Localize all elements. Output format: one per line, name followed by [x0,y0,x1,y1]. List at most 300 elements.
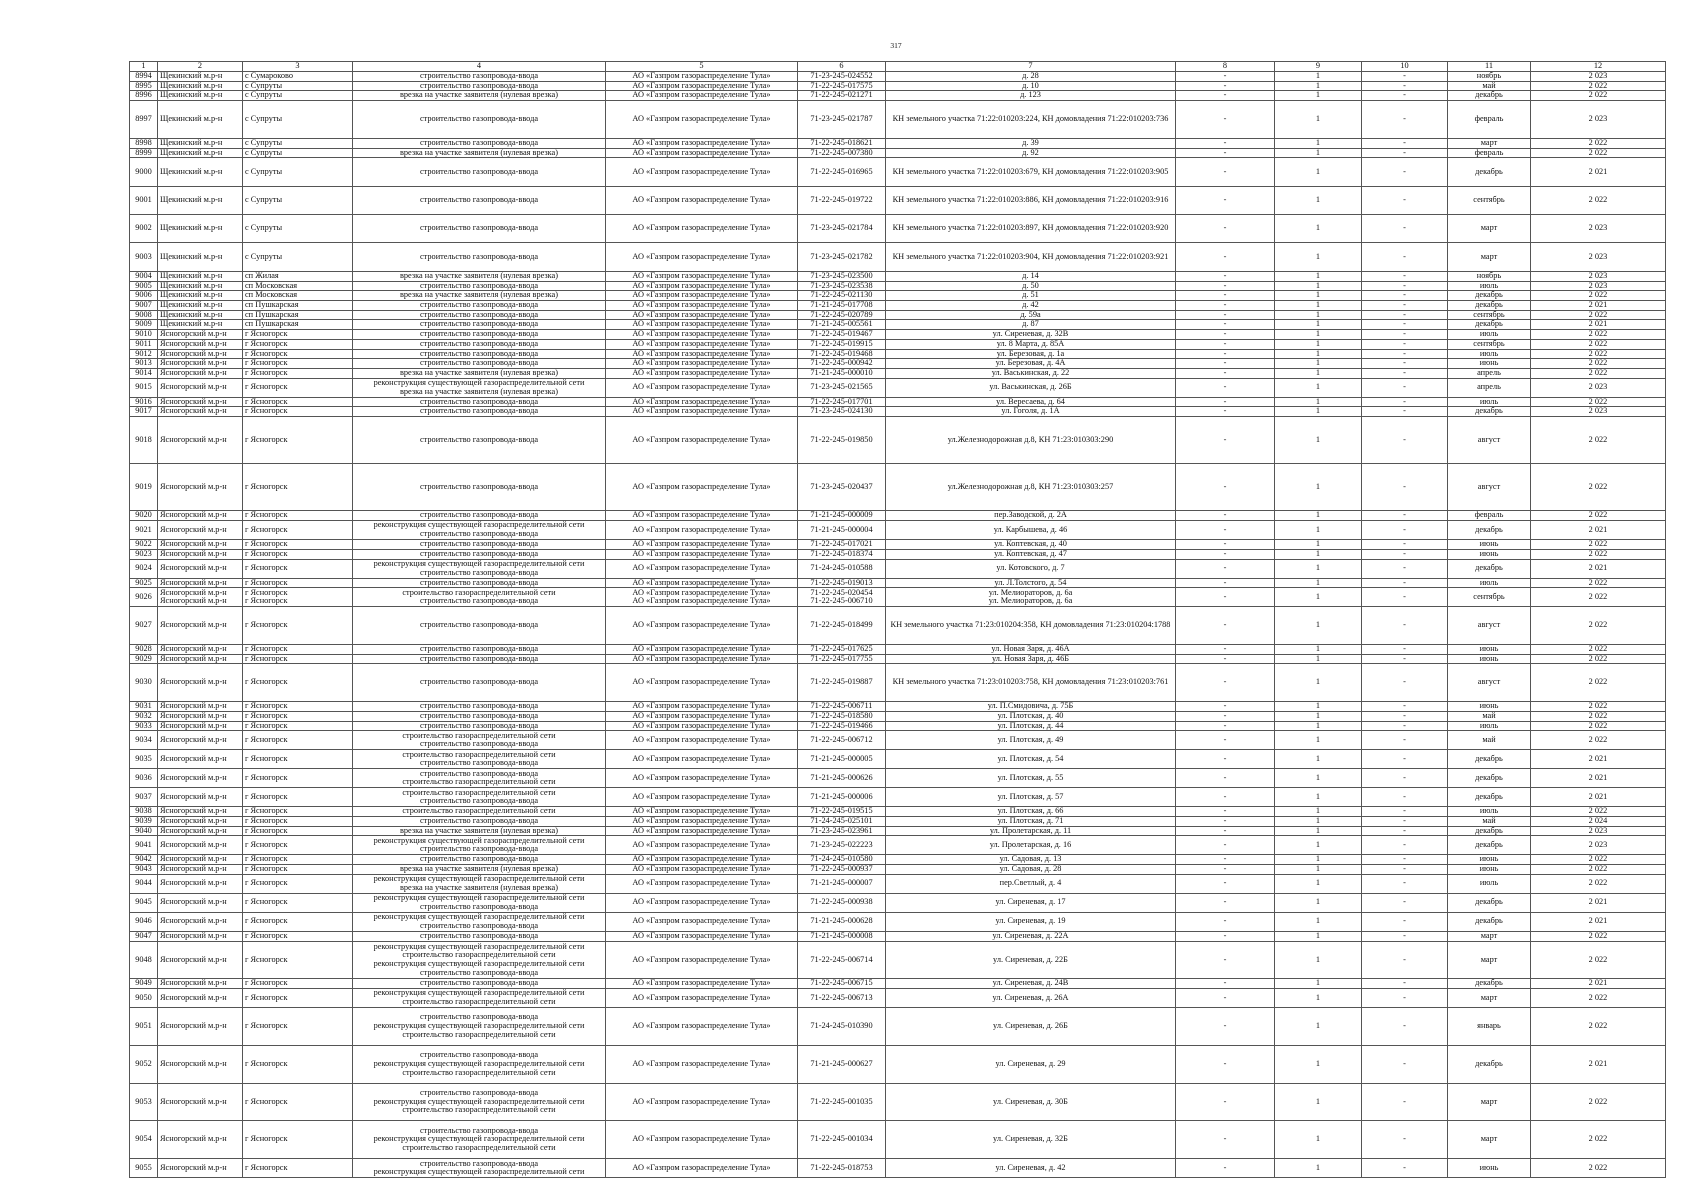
year-cell: 2 022 [1531,349,1666,359]
settlement-cell: г Ясногорск [243,941,353,979]
work-type-line: врезка на участке заявителя (нулевая врезка) [399,90,559,100]
table-row [130,941,1666,979]
address-cell-line: ул. Мелиораторов, д. 6а [988,596,1073,606]
column-10-cell: - [1362,310,1448,320]
district-cell: Ясногорский м.р-н [158,931,243,941]
work-type-line: строительство газопровода-ввода [420,539,538,549]
row-number: 9025 [130,578,158,588]
request-id-cell: 71-22-245-019722 [798,186,886,214]
year-cell: 2 022 [1531,511,1666,521]
work-type-cell [353,731,606,750]
work-type-line: строительство газопровода-ввода [420,310,538,319]
work-type-cell [353,521,606,540]
district-cell: Ясногорский м.р-н [158,464,243,511]
organization-cell: АО «Газпром газораспределение Тула» [606,320,798,330]
month-cell: декабрь [1448,979,1531,989]
district-cell: Щекинский м.р-н [158,243,243,271]
year-cell: 2 022 [1531,874,1666,893]
organization-cell: АО «Газпром газораспределение Тула» [606,148,798,158]
column-8-cell: - [1176,320,1275,330]
settlement-cell: с Супруты [243,81,353,91]
work-type-line: строительство газопровода-ввода [420,711,538,720]
request-id-cell: 71-22-245-018374 [798,549,886,559]
month-cell: декабрь [1448,769,1531,788]
year-cell: 2 022 [1531,1159,1666,1178]
address-cell: ул. Сиреневая, д. 24В [886,979,1176,989]
work-type-cell [353,91,606,101]
month-cell: март [1448,989,1531,1008]
work-type-line: реконструкция существующей газораспределительной сети [373,1096,585,1106]
column-9-cell: 1 [1275,378,1362,397]
settlement-cell: г Ясногорск [243,359,353,369]
district-cell: Ясногорский м.р-н [158,1045,243,1083]
work-type-line: строительство газопровода-ввода [420,510,538,520]
year-cell: 2 022 [1531,397,1666,407]
district-cell: Ясногорский м.р-н [158,788,243,807]
organization-cell-line: АО «Газпром газораспределение Тула» [632,587,771,597]
row-number: 9010 [130,330,158,340]
table-row [130,1008,1666,1046]
column-10-cell: - [1362,865,1448,875]
table-row [130,893,1666,912]
month-cell: сентябрь [1448,186,1531,214]
work-type-cell [353,1045,606,1083]
organization-cell: АО «Газпром газораспределение Тула» [606,826,798,836]
work-type-line: строительство газопровода-ввода [420,578,538,587]
work-type-line: строительство газопровода-ввода [420,796,538,806]
request-id-cell: 71-21-245-000005 [798,750,886,769]
address-cell: ул. Садовая, д. 13 [886,855,1176,865]
organization-cell: АО «Газпром газораспределение Тула» [606,578,798,588]
column-10-cell: - [1362,607,1448,645]
work-type-line: врезка на участке заявителя (нулевая врезка) [399,368,559,377]
column-10-cell: - [1362,320,1448,330]
organization-cell: АО «Газпром газораспределение Тула» [606,291,798,301]
table-row [130,559,1666,578]
column-8-cell: - [1176,750,1275,769]
column-9-cell: 1 [1275,407,1362,417]
year-cell: 2 022 [1531,540,1666,550]
request-id-cell: 71-23-245-023538 [798,281,886,291]
settlement-cell: г Ясногорск [243,893,353,912]
column-header-8: 8 [1176,62,1275,72]
address-cell: ул. Сиреневая, д. 17 [886,893,1176,912]
table-row [130,417,1666,464]
request-id-cell-line: 71-22-245-020454 [810,587,873,597]
request-id-cell: 71-22-245-019466 [798,721,886,731]
table-row [130,138,1666,148]
organization-cell: АО «Газпром газораспределение Тула» [606,931,798,941]
column-8-cell: - [1176,654,1275,664]
address-cell: ул. Плотская, д. 57 [886,788,1176,807]
request-id-cell: 71-22-245-006713 [798,989,886,1008]
work-type-cell-line: строительство газопровода-ввода [420,596,538,606]
month-cell: ноябрь [1448,72,1531,82]
column-9-cell: 1 [1275,81,1362,91]
column-9-cell: 1 [1275,817,1362,827]
work-type-cell [353,1121,606,1159]
row-number: 9007 [130,300,158,310]
district-cell: Ясногорский м.р-н [158,855,243,865]
address-cell: д. 87 [886,320,1176,330]
organization-cell: АО «Газпром газораспределение Тула» [606,1008,798,1046]
work-type-line: строительство газораспределительной сети [402,1067,556,1077]
column-9-cell: 1 [1275,702,1362,712]
work-type-line: реконструкция существующей газораспределительной сети [373,893,585,903]
work-type-cell [353,81,606,91]
work-type-line: строительство газопровода-ввода [420,677,538,687]
column-10-cell: - [1362,397,1448,407]
column-8-cell: - [1176,788,1275,807]
column-10-cell: - [1362,215,1448,243]
column-10-cell: - [1362,138,1448,148]
organization-cell: АО «Газпром газораспределение Тула» [606,310,798,320]
address-cell: ул.Железнодорожная д.8, КН 71:23:010303:257 [886,464,1176,511]
work-type-cell [353,941,606,979]
column-8-cell: - [1176,711,1275,721]
address-cell [886,588,1176,607]
year-cell: 2 024 [1531,817,1666,827]
district-cell: Ясногорский м.р-н [158,769,243,788]
table-row [130,300,1666,310]
work-type-line: строительство газораспределительной сети [402,1105,556,1115]
settlement-cell: сп Пушкарская [243,310,353,320]
address-cell: КН земельного участка 71:22:010203:897, КН домовладения 71:22:010203:920 [886,215,1176,243]
column-8-cell: - [1176,378,1275,397]
table-row [130,148,1666,158]
organization-cell: АО «Газпром газораспределение Тула» [606,511,798,521]
table-row [130,1045,1666,1083]
address-cell: ул. Садовая, д. 28 [886,865,1176,875]
row-number: 8996 [130,91,158,101]
column-8-cell: - [1176,664,1275,702]
work-type-cell [353,368,606,378]
work-type-cell [353,989,606,1008]
row-number: 9004 [130,271,158,281]
month-cell: июль [1448,874,1531,893]
address-cell: ул. Плотская, д. 49 [886,731,1176,750]
request-id-cell: 71-22-245-018499 [798,607,886,645]
table-row [130,540,1666,550]
address-cell: ул. Сиреневая, д. 26А [886,989,1176,1008]
settlement-cell: г Ясногорск [243,1008,353,1046]
year-cell: 2 022 [1531,731,1666,750]
request-id-cell: 71-23-245-023961 [798,826,886,836]
work-type-line: реконструкция существующей газораспределительной сети [373,912,585,922]
organization-cell: АО «Газпром газораспределение Тула» [606,836,798,855]
month-cell: июнь [1448,645,1531,655]
address-cell: д. 39 [886,138,1176,148]
column-header-5: 5 [606,62,798,72]
request-id-cell: 71-22-245-017021 [798,540,886,550]
month-cell: июнь [1448,865,1531,875]
column-8-cell: - [1176,817,1275,827]
year-cell: 2 021 [1531,559,1666,578]
column-9-cell: 1 [1275,368,1362,378]
request-id-cell: 71-22-245-006714 [798,941,886,979]
settlement-cell [243,588,353,607]
column-8-cell: - [1176,138,1275,148]
request-id-cell: 71-22-245-019850 [798,417,886,464]
district-cell: Ясногорский м.р-н [158,826,243,836]
page-number: 317 [890,41,902,50]
district-cell: Ясногорский м.р-н [158,645,243,655]
organization-cell: АО «Газпром газораспределение Тула» [606,72,798,82]
column-9-cell: 1 [1275,607,1362,645]
address-cell: д. 28 [886,72,1176,82]
work-type-cell [353,807,606,817]
row-number: 9030 [130,664,158,702]
row-number: 9047 [130,931,158,941]
column-9-cell: 1 [1275,320,1362,330]
column-10-cell: - [1362,1083,1448,1121]
settlement-cell: г Ясногорск [243,417,353,464]
table-row [130,81,1666,91]
column-10-cell: - [1362,711,1448,721]
month-cell: июнь [1448,654,1531,664]
settlement-cell: с Супруты [243,101,353,139]
year-cell: 2 021 [1531,893,1666,912]
request-id-cell: 71-22-245-017701 [798,397,886,407]
address-cell: ул. Сиреневая, д. 29 [886,1045,1176,1083]
column-10-cell: - [1362,158,1448,186]
column-10-cell: - [1362,349,1448,359]
year-cell: 2 023 [1531,281,1666,291]
settlement-cell: г Ясногорск [243,874,353,893]
row-number: 9014 [130,368,158,378]
work-type-cell [353,407,606,417]
address-cell: ул. Сиреневая, д. 42 [886,1159,1176,1178]
column-9-cell: 1 [1275,540,1362,550]
year-cell: 2 022 [1531,1083,1666,1121]
settlement-cell: сп Пушкарская [243,320,353,330]
organization-cell: АО «Газпром газораспределение Тула» [606,186,798,214]
column-10-cell: - [1362,750,1448,769]
column-8-cell: - [1176,836,1275,855]
district-cell: Ясногорский м.р-н [158,731,243,750]
address-cell: ул. Вересаева, д. 64 [886,397,1176,407]
work-type-cell [353,378,606,397]
settlement-cell: с Супруты [243,215,353,243]
table-row [130,464,1666,511]
column-10-cell: - [1362,826,1448,836]
column-9-cell: 1 [1275,91,1362,101]
row-number: 9040 [130,826,158,836]
request-id-cell: 71-22-245-000942 [798,359,886,369]
district-cell: Ясногорский м.р-н [158,807,243,817]
month-cell: декабрь [1448,91,1531,101]
district-cell: Щекинский м.р-н [158,291,243,301]
column-10-cell: - [1362,243,1448,271]
work-type-cell [353,158,606,186]
request-id-cell: 71-22-245-019468 [798,349,886,359]
year-cell: 2 021 [1531,912,1666,931]
column-8-cell: - [1176,769,1275,788]
settlement-cell: с Супруты [243,148,353,158]
district-cell: Ясногорский м.р-н [158,1008,243,1046]
address-cell: д. 59а [886,310,1176,320]
work-type-cell [353,874,606,893]
request-id-cell: 71-22-245-017625 [798,645,886,655]
work-type-cell [353,607,606,645]
column-8-cell: - [1176,339,1275,349]
work-type-line: строительство газопровода-ввода [420,739,538,749]
organization-cell: АО «Газпром газораспределение Тула» [606,807,798,817]
work-type-cell [353,559,606,578]
year-cell: 2 021 [1531,300,1666,310]
table-row [130,330,1666,340]
work-type-cell [353,865,606,875]
column-9-cell: 1 [1275,72,1362,82]
work-type-cell [353,702,606,712]
table-row [130,291,1666,301]
row-number: 9051 [130,1008,158,1046]
settlement-cell: г Ясногорск [243,865,353,875]
organization-cell: АО «Газпром газораспределение Тула» [606,271,798,281]
settlement-cell: г Ясногорск [243,721,353,731]
work-type-line: строительство газопровода-ввода [420,300,538,309]
request-id-cell: 71-21-245-005561 [798,320,886,330]
table-row [130,855,1666,865]
district-cell: Ясногорский м.р-н [158,721,243,731]
row-number: 9045 [130,893,158,912]
address-cell: ул. Васькинская, д. 26Б [886,378,1176,397]
request-id-cell: 71-22-245-019887 [798,664,886,702]
district-cell: Ясногорский м.р-н [158,836,243,855]
month-cell: февраль [1448,101,1531,139]
work-type-line: строительство газораспределительной сети [402,950,556,960]
year-cell: 2 022 [1531,807,1666,817]
request-id-cell: 71-22-245-006715 [798,979,886,989]
column-9-cell: 1 [1275,215,1362,243]
organization-cell: АО «Газпром газораспределение Тула» [606,330,798,340]
row-number: 9031 [130,702,158,712]
work-type-line: реконструкция существующей газораспределительной сети [373,559,585,568]
table-row [130,578,1666,588]
column-header-12: 12 [1531,62,1666,72]
month-cell: февраль [1448,148,1531,158]
request-id-cell: 71-22-245-019515 [798,807,886,817]
address-cell: д. 123 [886,91,1176,101]
year-cell: 2 021 [1531,769,1666,788]
work-type-cell [353,817,606,827]
work-type-cell [353,310,606,320]
work-type-line: строительство газопровода-ввода [420,931,538,940]
work-type-line: реконструкция существующей газораспределительной сети [373,1021,585,1031]
request-id-cell: 71-21-245-000010 [798,368,886,378]
request-id-cell: 71-23-245-021787 [798,101,886,139]
row-number: 9020 [130,511,158,521]
row-number: 9017 [130,407,158,417]
work-type-line: строительство газопровода-ввода [420,967,538,977]
table-row [130,1121,1666,1159]
row-number: 9043 [130,865,158,875]
work-type-line: строительство газопровода-ввода [420,406,538,416]
table-row [130,281,1666,291]
column-8-cell: - [1176,865,1275,875]
address-cell: ул. Л.Толстого, д. 54 [886,578,1176,588]
row-number: 9019 [130,464,158,511]
year-cell: 2 022 [1531,291,1666,301]
column-8-cell: - [1176,215,1275,243]
row-number: 9011 [130,339,158,349]
settlement-cell: г Ясногорск [243,1045,353,1083]
year-cell: 2 022 [1531,989,1666,1008]
year-cell: 2 023 [1531,826,1666,836]
row-number: 9000 [130,158,158,186]
row-number: 9037 [130,788,158,807]
settlement-cell: с Супруты [243,91,353,101]
work-type-line: строительство газопровода-ввода [420,397,538,406]
column-9-cell: 1 [1275,664,1362,702]
column-8-cell: - [1176,1045,1275,1083]
column-10-cell: - [1362,101,1448,139]
work-type-line: строительство газопровода-ввода [420,114,538,124]
year-cell: 2 021 [1531,979,1666,989]
column-10-cell: - [1362,521,1448,540]
column-10-cell: - [1362,330,1448,340]
column-9-cell: 1 [1275,511,1362,521]
column-9-cell: 1 [1275,874,1362,893]
district-cell: Ясногорский м.р-н [158,397,243,407]
column-8-cell: - [1176,874,1275,893]
year-cell: 2 022 [1531,941,1666,979]
column-9-cell: 1 [1275,397,1362,407]
organization-cell: АО «Газпром газораспределение Тула» [606,855,798,865]
work-type-line: строительство газораспределительной сети [402,997,556,1007]
work-type-line: строительство газопровода-ввода [420,319,538,329]
year-cell: 2 021 [1531,320,1666,330]
year-cell: 2 022 [1531,330,1666,340]
address-cell: ул. Котовского, д. 7 [886,559,1176,578]
request-id-cell: 71-22-245-018753 [798,1159,886,1178]
column-8-cell: - [1176,72,1275,82]
month-cell: июль [1448,721,1531,731]
column-10-cell: - [1362,407,1448,417]
address-cell: пер.Светлый, д. 4 [886,874,1176,893]
work-type-line: строительство газопровода-ввода [420,1125,538,1135]
year-cell: 2 022 [1531,417,1666,464]
column-10-cell: - [1362,81,1448,91]
settlement-cell: г Ясногорск [243,559,353,578]
settlement-cell: г Ясногорск [243,769,353,788]
column-10-cell: - [1362,979,1448,989]
work-type-line: строительство газопровода-ввода [420,281,538,290]
column-8-cell: - [1176,417,1275,464]
work-type-line: врезка на участке заявителя (нулевая врезка) [399,271,559,280]
work-type-line: строительство газопровода-ввода [420,549,538,558]
request-id-cell: 71-22-245-019915 [798,339,886,349]
table-row [130,702,1666,712]
row-number: 9006 [130,291,158,301]
column-8-cell: - [1176,941,1275,979]
work-type-cell [353,320,606,330]
organization-cell: АО «Газпром газораспределение Тула» [606,702,798,712]
month-cell: декабрь [1448,750,1531,769]
column-9-cell: 1 [1275,654,1362,664]
address-cell: ул. Пролетарская, д. 16 [886,836,1176,855]
year-cell: 2 022 [1531,464,1666,511]
district-cell: Щекинский м.р-н [158,281,243,291]
organization-cell: АО «Газпром газораспределение Тула» [606,300,798,310]
district-cell-line: Ясногорский м.р-н [160,596,227,606]
column-10-cell: - [1362,702,1448,712]
table-row [130,101,1666,139]
column-10-cell: - [1362,654,1448,664]
table-row [130,807,1666,817]
work-type-cell [353,769,606,788]
district-cell: Щекинский м.р-н [158,271,243,281]
